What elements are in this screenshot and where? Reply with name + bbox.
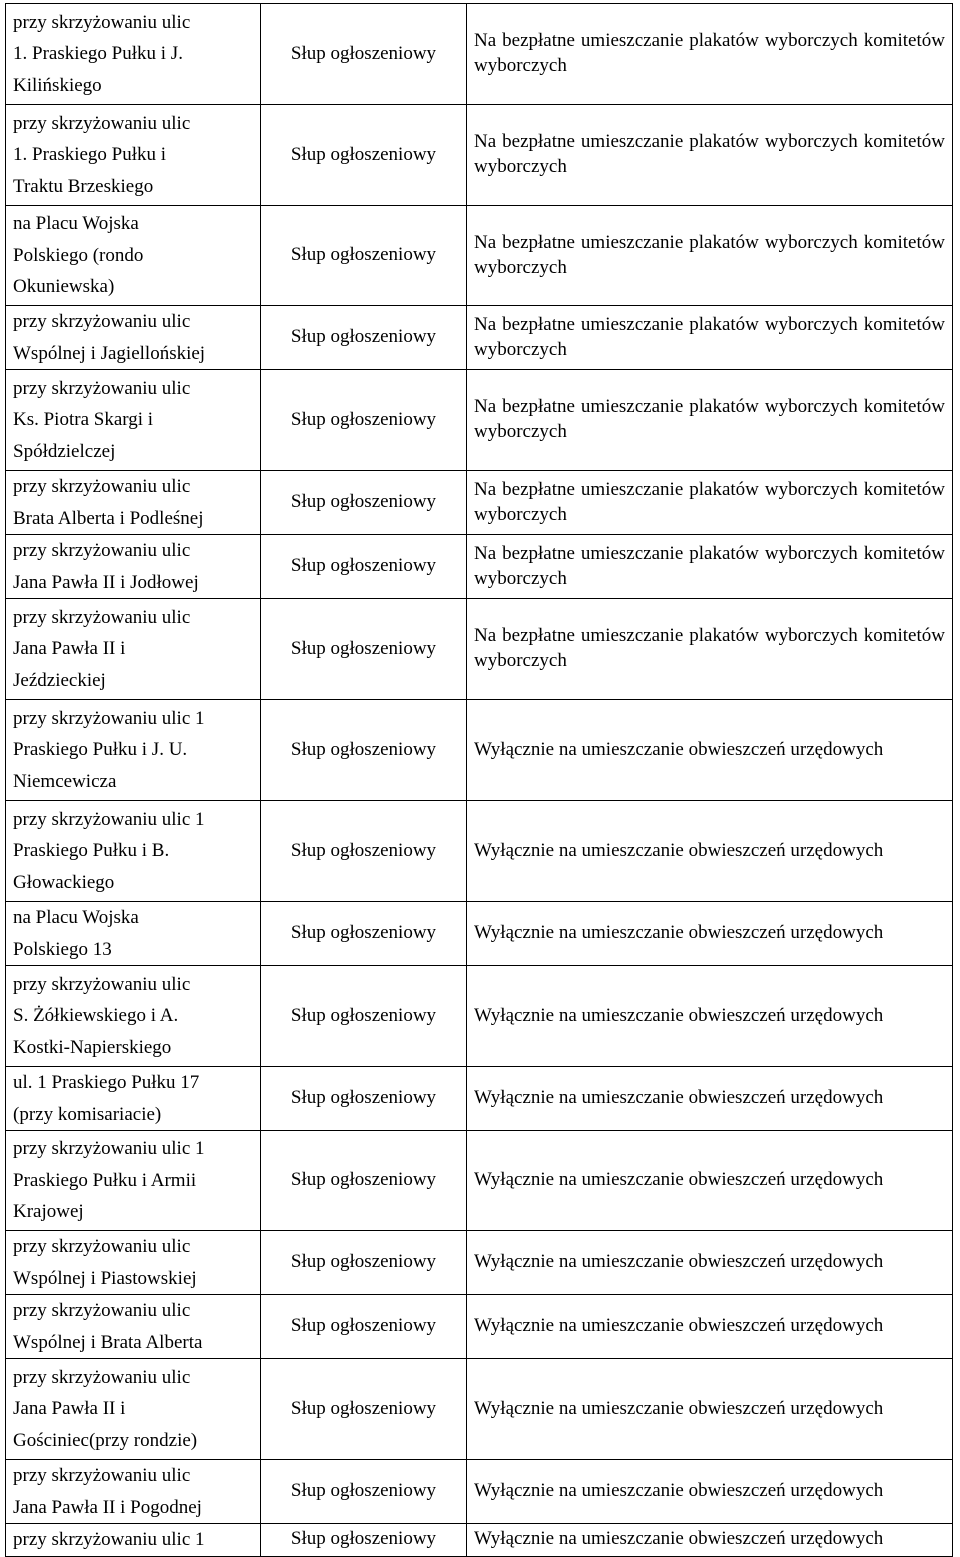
location-cell [6, 966, 261, 1067]
table-row [6, 471, 953, 535]
location-cell [6, 105, 261, 206]
location-cell [6, 535, 261, 599]
type-cell [261, 966, 467, 1067]
purpose-cell [467, 1067, 953, 1131]
locations-table-body [6, 4, 953, 1557]
type-text: Słup ogłoszeniowy [290, 1251, 437, 1273]
location-text: przy skrzyżowaniu ulic 1 Praskiego Pułku i J. U. Niemcewicza [13, 707, 205, 792]
location-text: przy skrzyżowaniu ulic 1 [13, 1529, 205, 1550]
table-row [6, 1359, 953, 1460]
location-cell [6, 700, 261, 801]
type-cell [261, 471, 467, 535]
location-text: przy skrzyżowaniu ulic Jana Pawła II i Jeździeckiej [13, 606, 191, 691]
location-cell [6, 4, 261, 105]
table-row [6, 599, 953, 700]
table-row [6, 700, 953, 801]
table-row [6, 966, 953, 1067]
purpose-text: Na bezpłatne umieszczanie plakatów wyborczych komitetów wyborczych [474, 396, 945, 442]
type-cell [261, 1524, 467, 1557]
location-cell [6, 902, 261, 966]
location-cell [6, 206, 261, 306]
purpose-text: Wyłącznie na umieszczanie obwieszczeń urzędowych [474, 839, 884, 861]
location-text: przy skrzyżowaniu ulic Brata Alberta i Podleśnej [13, 476, 204, 529]
purpose-text: Na bezpłatne umieszczanie plakatów wyborczych komitetów wyborczych [474, 131, 945, 177]
location-text: przy skrzyżowaniu ulic Wspólnej i Jagiellońskiej [13, 311, 206, 364]
purpose-cell [467, 599, 953, 700]
type-text: Słup ogłoszeniowy [290, 922, 437, 944]
location-cell [6, 1524, 261, 1557]
type-cell [261, 306, 467, 370]
purpose-cell [467, 902, 953, 966]
type-text: Słup ogłoszeniowy [290, 637, 437, 659]
table-row [6, 206, 953, 306]
table-row [6, 535, 953, 599]
table-row [6, 306, 953, 370]
purpose-text: Na bezpłatne umieszczanie plakatów wyborczych komitetów wyborczych [474, 313, 945, 360]
table-row [6, 801, 953, 902]
purpose-cell [467, 105, 953, 206]
table-row [6, 1131, 953, 1231]
table-row [6, 370, 953, 471]
type-text: Słup ogłoszeniowy [290, 491, 437, 513]
location-cell [6, 1359, 261, 1460]
type-cell [261, 902, 467, 966]
table-row [6, 4, 953, 105]
type-text: Słup ogłoszeniowy [290, 839, 437, 861]
purpose-text: Wyłącznie na umieszczanie obwieszczeń urzędowych [474, 1169, 884, 1191]
location-cell [6, 1067, 261, 1131]
location-text: przy skrzyżowaniu ulic Jana Pawła II i Pogodnej [13, 1465, 202, 1518]
type-cell [261, 599, 467, 700]
type-text: Słup ogłoszeniowy [290, 1480, 437, 1502]
location-text: na Placu Wojska Polskiego (rondo Okuniewska) [13, 213, 144, 298]
type-cell [261, 700, 467, 801]
type-text: Słup ogłoszeniowy [290, 408, 437, 430]
purpose-cell [467, 1231, 953, 1295]
location-cell [6, 801, 261, 902]
location-text: przy skrzyżowaniu ulic Jana Pawła II i Jodłowej [13, 540, 199, 593]
type-text: Słup ogłoszeniowy [290, 1528, 437, 1550]
type-cell [261, 535, 467, 599]
type-cell [261, 4, 467, 105]
type-text: Słup ogłoszeniowy [290, 1397, 437, 1419]
purpose-text: Wyłącznie na umieszczanie obwieszczeń urzędowych [474, 1004, 884, 1026]
purpose-cell [467, 966, 953, 1067]
location-text: przy skrzyżowaniu ulic 1 Praskiego Pułku i B. Głowackiego [13, 808, 205, 893]
location-text: przy skrzyżowaniu ulic Jana Pawła II i Gościniec(przy rondzie) [13, 1366, 198, 1451]
table-row [6, 1067, 953, 1131]
table-row [6, 105, 953, 206]
type-text: Słup ogłoszeniowy [290, 1087, 437, 1109]
purpose-text: Na bezpłatne umieszczanie plakatów wyborczych komitetów wyborczych [474, 478, 945, 525]
location-text: przy skrzyżowaniu ulic 1. Praskiego Pułku i J. Kilińskiego [13, 11, 191, 96]
type-cell [261, 370, 467, 471]
type-cell [261, 801, 467, 902]
type-cell [261, 1131, 467, 1231]
type-text: Słup ogłoszeniowy [290, 42, 437, 64]
location-cell [6, 1460, 261, 1524]
type-cell [261, 105, 467, 206]
purpose-text: Wyłącznie na umieszczanie obwieszczeń urzędowych [474, 1480, 884, 1502]
type-cell [261, 206, 467, 306]
location-text: przy skrzyżowaniu ulic Wspólnej i Piastowskiej [13, 1236, 197, 1289]
purpose-text: Wyłącznie na umieszczanie obwieszczeń urzędowych [474, 1251, 884, 1273]
type-text: Słup ogłoszeniowy [290, 1004, 437, 1026]
location-text: przy skrzyżowaniu ulic 1. Praskiego Pułku i Traktu Brzeskiego [13, 112, 191, 197]
type-cell [261, 1295, 467, 1359]
type-text: Słup ogłoszeniowy [290, 1315, 437, 1337]
purpose-cell [467, 1359, 953, 1460]
location-text: przy skrzyżowaniu ulic Ks. Piotra Skargi i Spółdzielczej [13, 377, 191, 462]
location-cell [6, 306, 261, 370]
purpose-text: Wyłącznie na umieszczanie obwieszczeń urzędowych [474, 1087, 884, 1109]
purpose-text: Na bezpłatne umieszczanie plakatów wyborczych komitetów wyborczych [474, 30, 945, 76]
type-cell [261, 1460, 467, 1524]
type-cell [261, 1231, 467, 1295]
table-row [6, 1295, 953, 1359]
location-text: przy skrzyżowaniu ulic S. Żółkiewskiego i A. Kostki-Napierskiego [13, 973, 191, 1058]
purpose-cell [467, 471, 953, 535]
purpose-cell [467, 1460, 953, 1524]
locations-table [5, 3, 953, 1557]
purpose-cell [467, 535, 953, 599]
table-row [6, 1231, 953, 1295]
purpose-text: Wyłącznie na umieszczanie obwieszczeń urzędowych [474, 1315, 884, 1337]
purpose-cell [467, 700, 953, 801]
purpose-text: Na bezpłatne umieszczanie plakatów wyborczych komitetów wyborczych [474, 231, 945, 278]
location-text: ul. 1 Praskiego Pułku 17 (przy komisariacie) [13, 1072, 200, 1125]
purpose-cell [467, 801, 953, 902]
purpose-cell [467, 306, 953, 370]
location-cell [6, 1295, 261, 1359]
table-row [6, 902, 953, 966]
purpose-cell [467, 1131, 953, 1231]
purpose-text: Wyłącznie na umieszczanie obwieszczeń urzędowych [474, 922, 884, 944]
type-cell [261, 1067, 467, 1131]
location-cell [6, 471, 261, 535]
purpose-cell [467, 1295, 953, 1359]
purpose-text: Na bezpłatne umieszczanie plakatów wyborczych komitetów wyborczych [474, 625, 945, 671]
type-text: Słup ogłoszeniowy [290, 1169, 437, 1191]
type-text: Słup ogłoszeniowy [290, 244, 437, 266]
table-row [6, 1524, 953, 1557]
location-text: na Placu Wojska Polskiego 13 [13, 907, 139, 960]
purpose-text: Wyłącznie na umieszczanie obwieszczeń urzędowych [474, 1528, 884, 1550]
location-cell [6, 370, 261, 471]
purpose-text: Na bezpłatne umieszczanie plakatów wyborczych komitetów wyborczych [474, 542, 945, 589]
location-cell [6, 599, 261, 700]
purpose-cell [467, 1524, 953, 1557]
location-cell [6, 1131, 261, 1231]
purpose-cell [467, 206, 953, 306]
type-text: Słup ogłoszeniowy [290, 738, 437, 760]
table-row [6, 1460, 953, 1524]
type-cell [261, 1359, 467, 1460]
type-text: Słup ogłoszeniowy [290, 326, 437, 348]
purpose-cell [467, 370, 953, 471]
location-cell [6, 1231, 261, 1295]
location-text: przy skrzyżowaniu ulic Wspólnej i Brata Alberta [13, 1300, 203, 1353]
location-text: przy skrzyżowaniu ulic 1 Praskiego Pułku i Armii Krajowej [13, 1138, 205, 1223]
purpose-text: Wyłącznie na umieszczanie obwieszczeń urzędowych [474, 1397, 884, 1419]
type-text: Słup ogłoszeniowy [290, 143, 437, 165]
purpose-text: Wyłącznie na umieszczanie obwieszczeń urzędowych [474, 738, 884, 760]
purpose-cell [467, 4, 953, 105]
type-text: Słup ogłoszeniowy [290, 555, 437, 577]
